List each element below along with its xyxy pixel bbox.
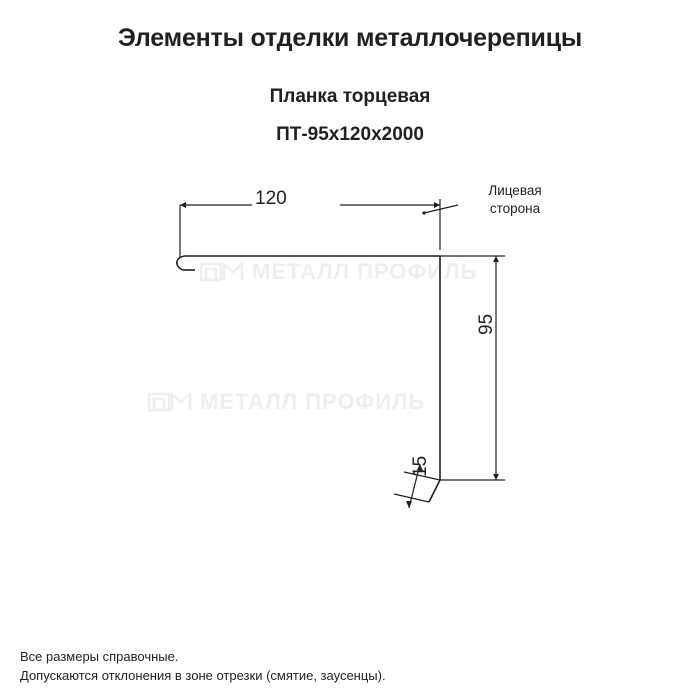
product-name: Планка торцевая: [269, 86, 431, 107]
face-side-line1: Лицевая: [488, 183, 542, 198]
product-code: ПТ-95х120х2000: [276, 124, 424, 145]
face-side-annotation: [460, 182, 570, 218]
dimension-lip-label: 15: [410, 455, 431, 477]
face-side-line2: сторона: [489, 201, 541, 217]
page-title: Элементы отделки металлочерепицы: [117, 24, 583, 52]
footnote-line-1: Все размеры справочные.: [20, 649, 179, 665]
dimension-height-label: 95: [476, 313, 497, 335]
watermark-text: МЕТАЛЛ ПРОФИЛЬ: [200, 389, 426, 414]
watermark-text: МЕТАЛЛ ПРОФИЛЬ: [252, 259, 478, 284]
footnotes: [20, 648, 386, 686]
footnote-line-2: Допускаются отклонения в зоне отрезки (смятие, заусенцы).: [20, 668, 386, 684]
dimension-width-label: 120: [255, 188, 287, 209]
